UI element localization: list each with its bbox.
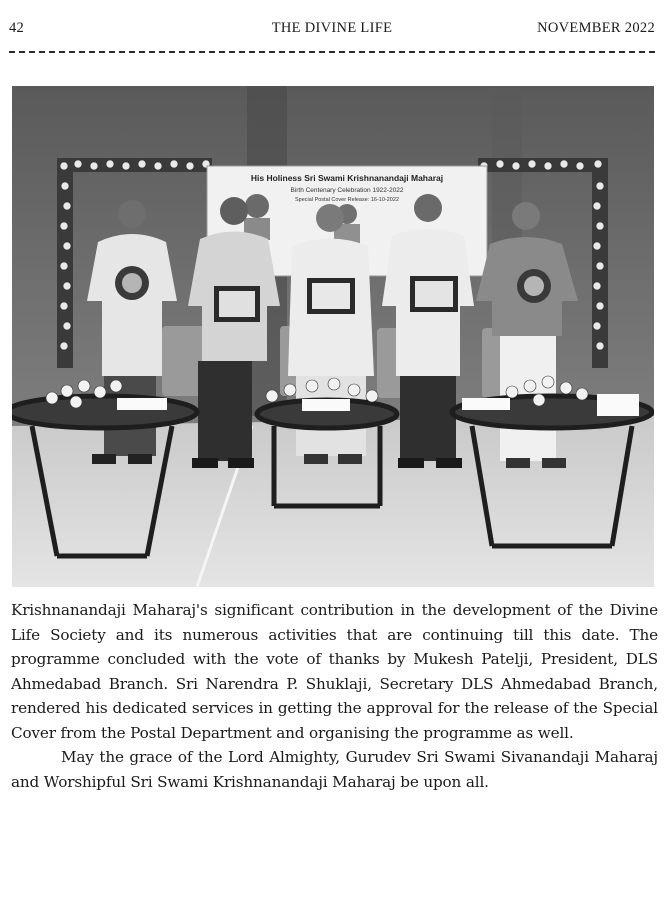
article-paragraph-2: May the grace of the Lord Almighty, Gurudev Sri Swami Sivanandaji Maharaj and Worshipful Sri Swami Krishnanandaji Maharaj be upon all. — [11, 748, 658, 791]
banner-subtitle: Birth Centenary Celebration 1922-2022 — [290, 187, 404, 194]
event-photo — [12, 86, 654, 587]
issue-month: NOVEMBER 2022 — [537, 20, 655, 36]
journal-title: THE DIVINE LIFE — [271, 20, 393, 36]
page-header — [9, 20, 655, 40]
article-paragraph-1: Krishnanandaji Maharaj's significant contribution in the development of the Divine Life Society and its numerous activities that are continuing till this date. The programme concluded with the vote of thanks by Mukesh Patelji, President, DLS Ahmedabad Branch. Sri Narendra P. Shuklaji, Secretary DLS Ahmedabad Branch, rendered his dedicated services in getting the approval for the release of the Special Cover from the Postal Department and organising the programme as well. — [11, 601, 658, 742]
page-number: 42 — [9, 20, 25, 36]
banner-title: His Holiness Sri Swami Krishnanandaji Maharaj — [250, 173, 444, 183]
article-body — [11, 598, 658, 794]
banner-line3: Special Postal Cover Release: 16-10-2022 — [295, 197, 399, 203]
header-divider — [9, 51, 655, 53]
